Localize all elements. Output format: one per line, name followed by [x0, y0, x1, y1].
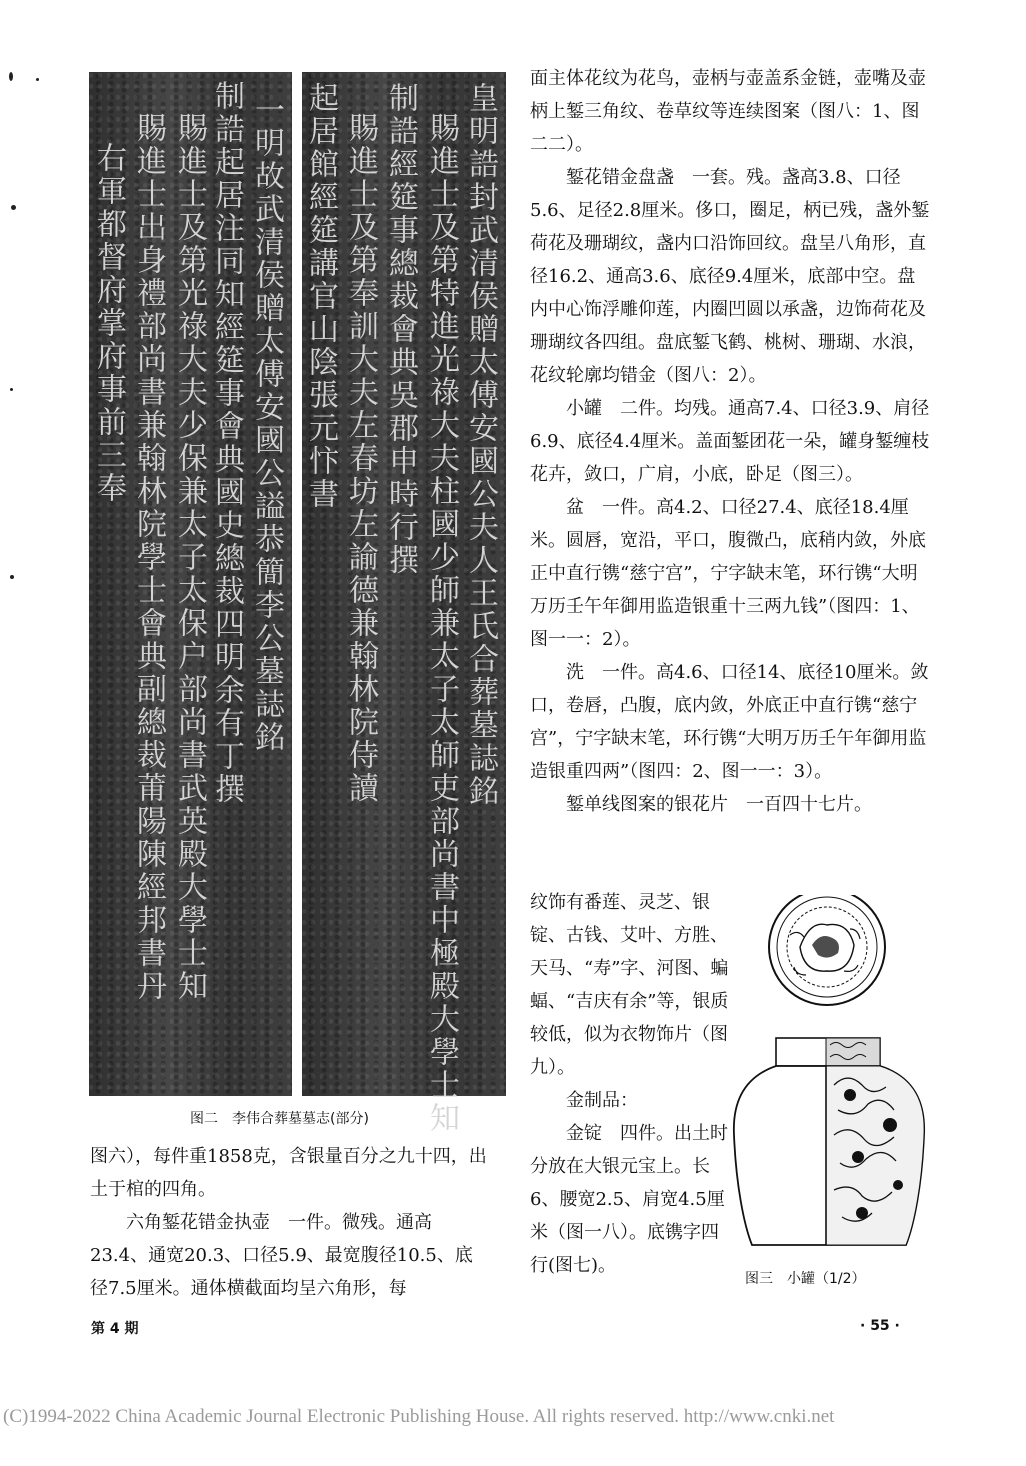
paragraph: 盆 一件。高4.2、口径27.4、底径18.4厘米。圆唇，宽沿，平口，腹微凸，底稍内敛，外底正中直行镌“慈宁宫”，宁字缺末笔，环行镌“大明万历壬午年御用监造银重十三两九钱”（图四：1、图一一：2）。 [530, 497, 926, 650]
rubbing-column: 起居館經筵講官山陰張元忭書 [303, 82, 338, 511]
left-column-text [90, 1140, 490, 1305]
paragraph: 图六），每件重1858克，含银量百分之九十四，出土于棺的四角。 [90, 1146, 487, 1200]
paragraph: 錾单线图案的银花片 一百四十七片。 [566, 794, 872, 815]
issue-number: 第 4 期 [91, 1321, 139, 1337]
epitaph-rubbing-left [89, 72, 292, 1096]
rubbing-column: 賜進士及第特進光祿大夫柱國少師兼太子太師吏部尚書中極殿大學士知 [424, 112, 459, 1135]
paragraph: 六角錾花错金执壶 一件。微残。通高23.4、通宽20.3、口径5.9、最宽腹径10.5、底径7.5厘米。通体横截面均呈六角形，每 [90, 1212, 473, 1299]
figure-3-caption: 图三 小罐（1/2） [745, 1271, 866, 1287]
page-number: · 55 · [860, 1318, 900, 1334]
section-heading: 金制品： [566, 1090, 638, 1111]
jar-lid-top-view [769, 895, 885, 1005]
epitaph-rubbing-right [302, 72, 506, 1135]
rubbing-column: 制誥經筵事總裁會典吳郡申時行撰 [383, 82, 418, 577]
paragraph: 金锭 四件。出土时分放在大银元宝上。长6、腰宽2.5、肩宽4.5厘米（图一八）。底镌字四行(图七)。 [530, 1123, 728, 1276]
paragraph: 面主体花纹为花鸟，壶柄与壶盖系金链，壶嘴及壶柄上錾三角纹、卷草纹等连续图案（图八：1、图二二）。 [530, 68, 926, 155]
scan-mark [11, 205, 16, 210]
rubbing-column: 賜進士及第光祿大夫少保兼太子太保户部尚書武英殿大學士知 [172, 112, 207, 1003]
rubbing-column: 皇明誥封武清侯贈太傅安國公夫人王氏合葬墓誌銘 [463, 82, 498, 808]
paragraph: 小罐 二件。均残。通高7.4、口径3.9、肩径6.9、底径4.4厘米。盖面錾团花一朵，罐身錾缠枝花卉，敛口，广肩，小底，卧足（图三）。 [530, 398, 930, 485]
right-column-text [530, 62, 930, 821]
figure-2-caption: 图二 李伟合葬墓墓志(部分) [190, 1111, 369, 1127]
rubbing-column: 賜進士及第奉訓大夫左春坊左諭德兼翰林院侍讀 [343, 112, 378, 805]
scan-mark [9, 72, 13, 81]
rubbing-column: 賜進士出身禮部尚書兼翰林院學士會典副總裁莆陽陳經邦書丹 [131, 112, 166, 1003]
paragraph: 纹饰有番莲、灵芝、银锭、古钱、艾叶、方胜、天马、“寿”字、河图、蝙蝠、“吉庆有余”等，银质较低，似为衣物饰片（图九）。 [530, 892, 729, 1078]
scan-mark [10, 388, 13, 391]
scan-mark [10, 575, 14, 579]
paragraph: 錾花错金盘盏 一套。残。盏高3.8、口径5.6、足径2.8厘米。侈口，圈足，柄已残，盏外錾荷花及珊瑚纹，盏内口沿饰回纹。盘呈八角形，直径16.2、通高3.6、底径9.4厘米，底部中空。盘内中心饰浮雕仰莲，内圈凹圆以承盏，边饰荷花及珊瑚纹各四组。盘底錾飞鹤、桃树、珊瑚、水浪，花纹轮廓均错金（图八：2）。 [530, 167, 930, 386]
paragraph: 洗 一件。高4.6、口径14、底径10厘米。敛口，卷唇，凸腹，底内敛，外底正中直行镌“慈宁宫”，宁字缺末笔，环行镌“大明万历壬午年御用监造银重四两”（图四：2、图一一：3）。 [530, 662, 929, 782]
scan-mark [36, 78, 39, 81]
jar-side-view [734, 1038, 924, 1245]
right-column-text-wrap [530, 886, 730, 1282]
rubbing-column: 制誥起居注同知經筵事會典國史總裁四明余有丁撰 [209, 80, 244, 806]
rubbing-column: 一明故武清侯贈太傅安國公謚恭簡李公墓誌銘 [249, 94, 284, 754]
copyright-footer: (C)1994-2022 China Academic Journal Electronic Publishing House. All rights reserved. http://www.cnki.net [3, 1406, 835, 1427]
rubbing-column: 右軍都督府掌府事前三奉 [91, 142, 126, 505]
figure-3-small-jar-drawing [730, 895, 930, 1265]
